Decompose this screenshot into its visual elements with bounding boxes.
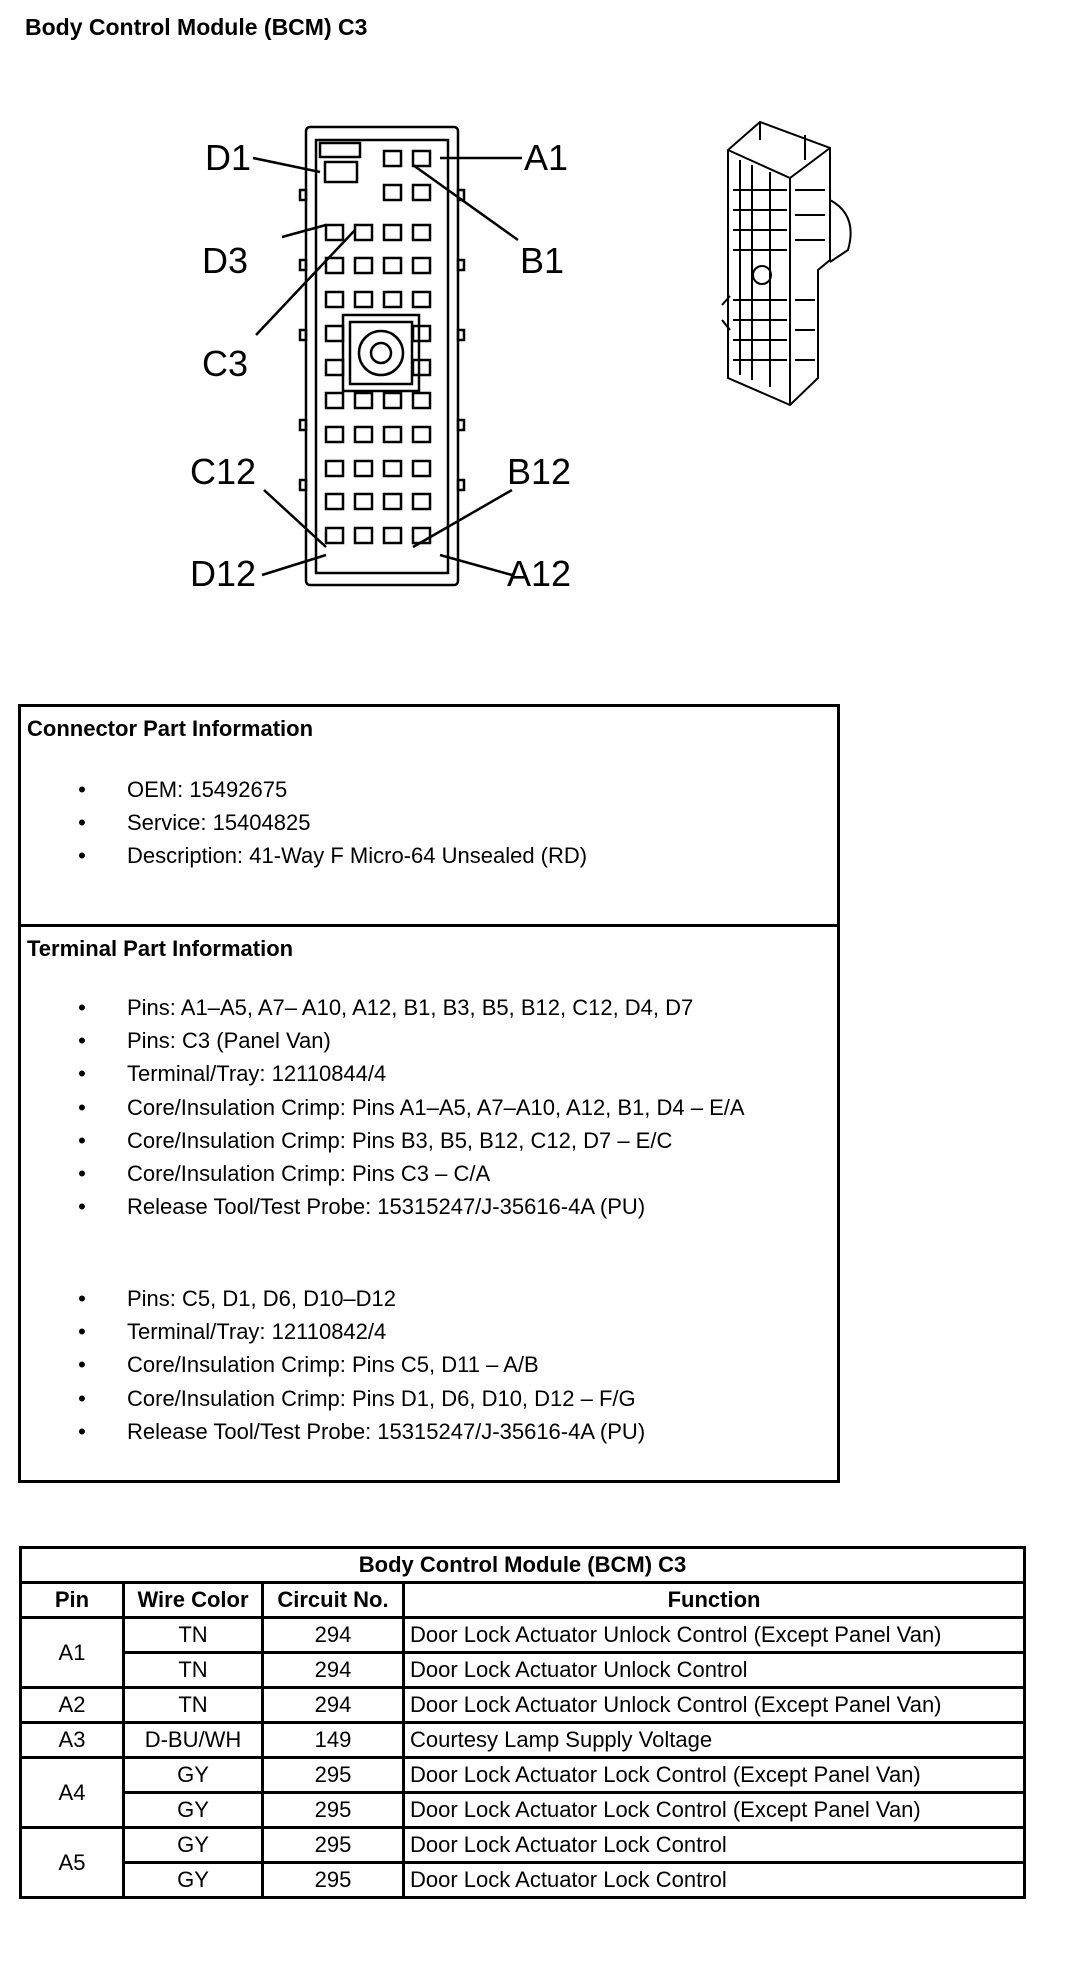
- cavity: [355, 494, 372, 509]
- cavity: [384, 185, 401, 200]
- cavity: [355, 258, 372, 273]
- cavity: [384, 461, 401, 476]
- terminal-part-info-title: Terminal Part Information: [27, 936, 294, 961]
- label-c3: C3: [202, 343, 249, 384]
- cavity: [384, 427, 401, 442]
- pin-cell: A2: [21, 1688, 124, 1723]
- cavity: [384, 225, 401, 240]
- terminal-group-1-list: [21, 991, 745, 1223]
- circuit-cell: 294: [263, 1688, 404, 1723]
- table-row: [21, 1828, 1025, 1863]
- cavity: [413, 461, 430, 476]
- table-row: [21, 1793, 1025, 1828]
- list-item: • Core/Insulation Crimp: Pins A1–A5, A7–A10, A12, B1, D4 – E/A: [78, 1094, 745, 1120]
- list-item: • Core/Insulation Crimp: Pins D1, D6, D10, D12 – F/G: [78, 1385, 636, 1411]
- label-a12: A12: [507, 553, 572, 594]
- cavity: [413, 393, 430, 408]
- leader-lines: [253, 158, 522, 575]
- cavity: [355, 528, 372, 543]
- list-item: • OEM: 15492675: [78, 777, 288, 802]
- cavity: [413, 185, 430, 200]
- table-row: [21, 1653, 1025, 1688]
- list-item: • Terminal/Tray: 12110844/4: [78, 1061, 387, 1087]
- list-item: • Pins: C3 (Panel Van): [78, 1028, 331, 1054]
- table-title: Body Control Module (BCM) C3: [21, 1548, 1025, 1583]
- cavity: [355, 225, 372, 240]
- list-item: • Pins: A1–A5, A7– A10, A12, B1, B3, B5, B12, C12, D4, D7: [78, 995, 694, 1020]
- label-a1: A1: [524, 137, 569, 178]
- list-item: • Core/Insulation Crimp: Pins B3, B5, B12, C12, D7 – E/C: [78, 1127, 673, 1153]
- wire-color-cell: TN: [124, 1688, 263, 1723]
- pin-cell: A4: [21, 1758, 124, 1828]
- list-item: • Core/Insulation Crimp: Pins C5, D11 – A/B: [78, 1352, 539, 1378]
- table-row: [21, 1688, 1025, 1723]
- function-cell: Door Lock Actuator Lock Control (Except Panel Van): [404, 1793, 1025, 1828]
- cavity: [355, 427, 372, 442]
- cavity: [413, 225, 430, 240]
- cavity: [384, 494, 401, 509]
- pin-cell: A1: [21, 1618, 124, 1688]
- cavity: [326, 494, 343, 509]
- circuit-cell: 295: [263, 1863, 404, 1898]
- cavity: [355, 393, 372, 408]
- cavity: [413, 326, 430, 341]
- table-row: [21, 1758, 1025, 1793]
- table-row: [21, 1863, 1025, 1898]
- table-row: [21, 1618, 1025, 1653]
- label-b12: B12: [507, 451, 572, 492]
- function-cell: Door Lock Actuator Lock Control: [404, 1828, 1025, 1863]
- circuit-cell: 294: [263, 1653, 404, 1688]
- cavity: [326, 326, 343, 341]
- label-d1: D1: [205, 137, 252, 178]
- list-item: • Release Tool/Test Probe: 15315247/J-35616-4A (PU): [78, 1194, 646, 1220]
- pin-cell: A5: [21, 1828, 124, 1898]
- pin-table: [19, 1546, 1026, 1899]
- wire-color-cell: GY: [124, 1828, 263, 1863]
- list-item: • Terminal/Tray: 12110842/4: [78, 1319, 387, 1345]
- label-d3: D3: [202, 240, 249, 281]
- cavity: [413, 427, 430, 442]
- circuit-cell: 149: [263, 1723, 404, 1758]
- cavity: [326, 528, 343, 543]
- cavity: [413, 494, 430, 509]
- circuit-cell: 295: [263, 1828, 404, 1863]
- cavity: [326, 360, 343, 375]
- wire-color-cell: GY: [124, 1793, 263, 1828]
- list-item: • Description: 41-Way F Micro-64 Unsealed (RD): [78, 843, 588, 869]
- table-title-row: [21, 1548, 1025, 1583]
- circuit-cell: 295: [263, 1758, 404, 1793]
- list-item: • Release Tool/Test Probe: 15315247/J-35616-4A (PU): [78, 1418, 646, 1444]
- terminal-part-info-box: [18, 924, 840, 1483]
- wire-color-cell: GY: [124, 1863, 263, 1898]
- cavity: [355, 292, 372, 307]
- cavity: [384, 292, 401, 307]
- function-cell: Door Lock Actuator Lock Control: [404, 1863, 1025, 1898]
- cavity: [413, 360, 430, 375]
- cavity: [326, 461, 343, 476]
- cavity: [355, 461, 372, 476]
- column-header-function: Function: [404, 1583, 1025, 1618]
- cavity: [326, 393, 343, 408]
- list-item: • Core/Insulation Crimp: Pins C3 – C/A: [78, 1160, 491, 1186]
- connector-part-info-title: Connector Part Information: [27, 716, 314, 741]
- circuit-cell: 295: [263, 1793, 404, 1828]
- column-header-circuit: Circuit No.: [263, 1583, 404, 1618]
- label-d12: D12: [190, 553, 257, 594]
- connector-isometric-view: [722, 122, 851, 405]
- cavity: [326, 427, 343, 442]
- function-cell: Door Lock Actuator Unlock Control (Except Panel Van): [404, 1688, 1025, 1723]
- connector-cavities: [326, 151, 430, 543]
- connector-part-info-list: [21, 773, 587, 873]
- table-header-row: [21, 1583, 1025, 1618]
- table-row: [21, 1723, 1025, 1758]
- label-b1: B1: [520, 240, 565, 281]
- cavity: [384, 393, 401, 408]
- pin-cell: A3: [21, 1723, 124, 1758]
- list-item: • Service: 15404825: [78, 810, 311, 836]
- function-cell: Door Lock Actuator Unlock Control: [404, 1653, 1025, 1688]
- column-header-pin: Pin: [21, 1583, 124, 1618]
- wire-color-cell: D-BU/WH: [124, 1723, 263, 1758]
- cavity: [413, 292, 430, 307]
- function-cell: Door Lock Actuator Unlock Control (Except Panel Van): [404, 1618, 1025, 1653]
- column-header-wire-color: Wire Color: [124, 1583, 263, 1618]
- cavity: [384, 151, 401, 166]
- list-item: • Pins: C5, D1, D6, D10–D12: [78, 1286, 397, 1311]
- cavity: [413, 151, 430, 166]
- cavity: [413, 258, 430, 273]
- wire-color-cell: TN: [124, 1653, 263, 1688]
- function-cell: Door Lock Actuator Lock Control (Except Panel Van): [404, 1758, 1025, 1793]
- connector-body: [300, 127, 464, 585]
- function-cell: Courtesy Lamp Supply Voltage: [404, 1723, 1025, 1758]
- label-c12: C12: [190, 451, 257, 492]
- page-title: Body Control Module (BCM) C3: [25, 14, 368, 40]
- cavity: [384, 528, 401, 543]
- connector-part-info-box: [18, 704, 840, 927]
- cavity: [326, 225, 343, 240]
- circuit-cell: 294: [263, 1618, 404, 1653]
- wire-color-cell: GY: [124, 1758, 263, 1793]
- cavity: [384, 258, 401, 273]
- cavity: [326, 292, 343, 307]
- terminal-group-2-list: [21, 1282, 645, 1448]
- cavity: [326, 258, 343, 273]
- connector-face-diagram: [0, 100, 1072, 600]
- wire-color-cell: TN: [124, 1618, 263, 1653]
